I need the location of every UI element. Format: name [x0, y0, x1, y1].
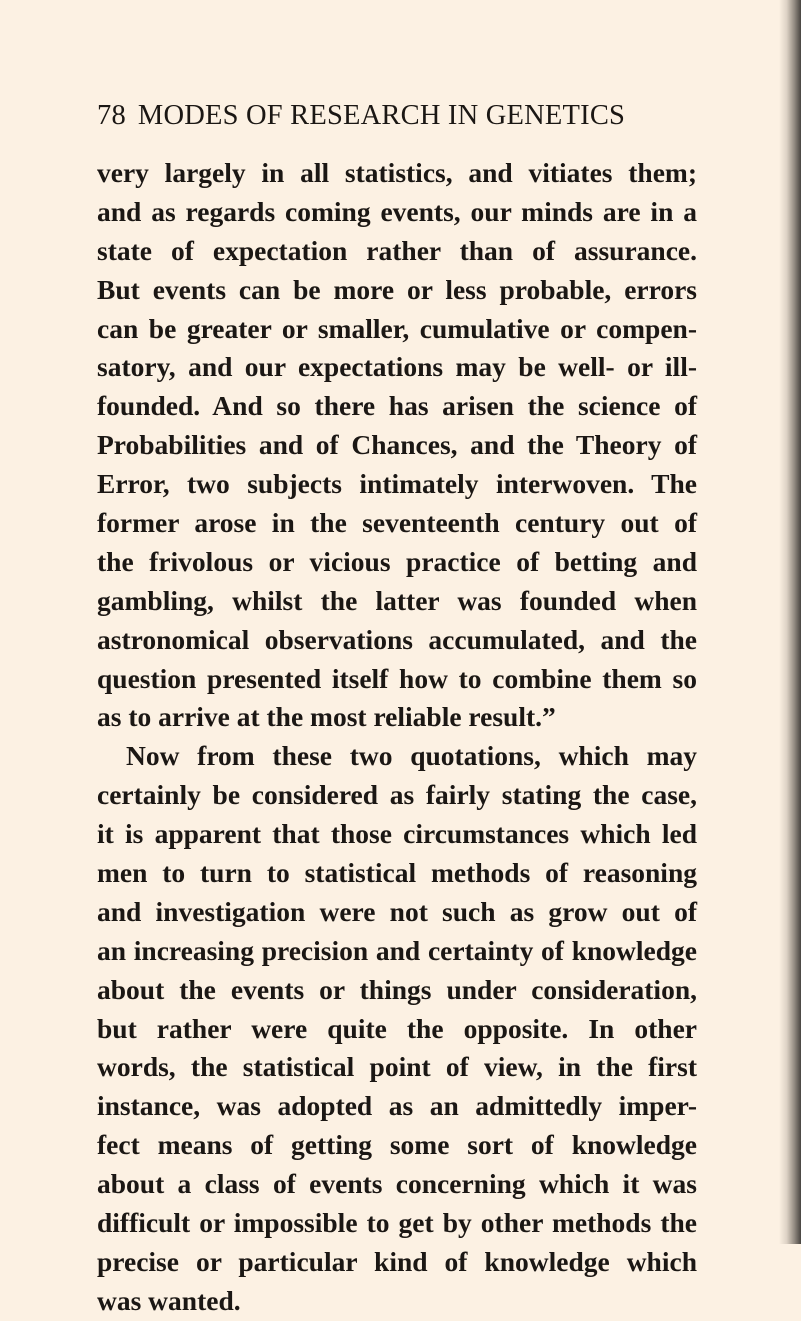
page-number: 78: [97, 100, 126, 131]
running-title: MODES OF RESEARCH IN GENETICS: [137, 100, 626, 131]
text-line: founded. And so there has arisen the science of: [97, 390, 697, 422]
paragraph-end-line: as to arrive at the most reliable result.”: [97, 701, 556, 733]
text-line: state of expectation rather than of assurance.: [97, 234, 697, 266]
text-line: astronomical observations accumulated, and the: [97, 623, 697, 655]
text-line: and as regards coming events, our minds are in a: [97, 195, 697, 227]
text-line: Error, two subjects intimately interwoven. The: [97, 468, 697, 500]
body-text: [97, 154, 697, 1321]
running-head: [97, 96, 677, 136]
text-line: instance, was adopted as an admittedly imper-: [97, 1090, 697, 1122]
text-line: the frivolous or vicious practice of betting and: [97, 545, 697, 577]
text-line: satory, and our expectations may be well- or ill-: [97, 351, 697, 383]
text-line: Probabilities and of Chances, and the Theory of: [97, 429, 697, 461]
text-line: gambling, whilst the latter was founded when: [97, 584, 697, 616]
text-line: but rather were quite the opposite. In other: [97, 1012, 697, 1044]
text-line: it is apparent that those circumstances which led: [97, 818, 697, 850]
text-line: about the events or things under consideration,: [97, 973, 697, 1005]
paragraph-first-line: Now from these two quotations, which may: [126, 740, 697, 772]
page-edge-shadow: [779, 0, 801, 1244]
text-line: question presented itself how to combine them so: [97, 662, 697, 694]
text-line: men to turn to statistical methods of reasoning: [97, 857, 697, 889]
text-line: can be greater or smaller, cumulative or compen-: [97, 312, 697, 344]
text-line: certainly be considered as fairly stating the case,: [97, 779, 697, 811]
paragraph-end-line: was wanted.: [97, 1284, 241, 1316]
text-line: former arose in the seventeenth century out of: [97, 507, 697, 539]
text-line: and investigation were not such as grow out of: [97, 895, 697, 927]
text-line: But events can be more or less probable, errors: [97, 273, 697, 305]
text-line: difficult or impossible to get by other methods the: [97, 1207, 697, 1239]
text-line: words, the statistical point of view, in the first: [97, 1051, 697, 1083]
text-line: precise or particular kind of knowledge which: [97, 1245, 697, 1277]
text-line: an increasing precision and certainty of knowledge: [97, 934, 697, 966]
text-line: very largely in all statistics, and vitiates them;: [97, 157, 697, 188]
text-line: fect means of getting some sort of knowledge: [97, 1129, 697, 1161]
text-line: about a class of events concerning which it was: [97, 1168, 697, 1200]
